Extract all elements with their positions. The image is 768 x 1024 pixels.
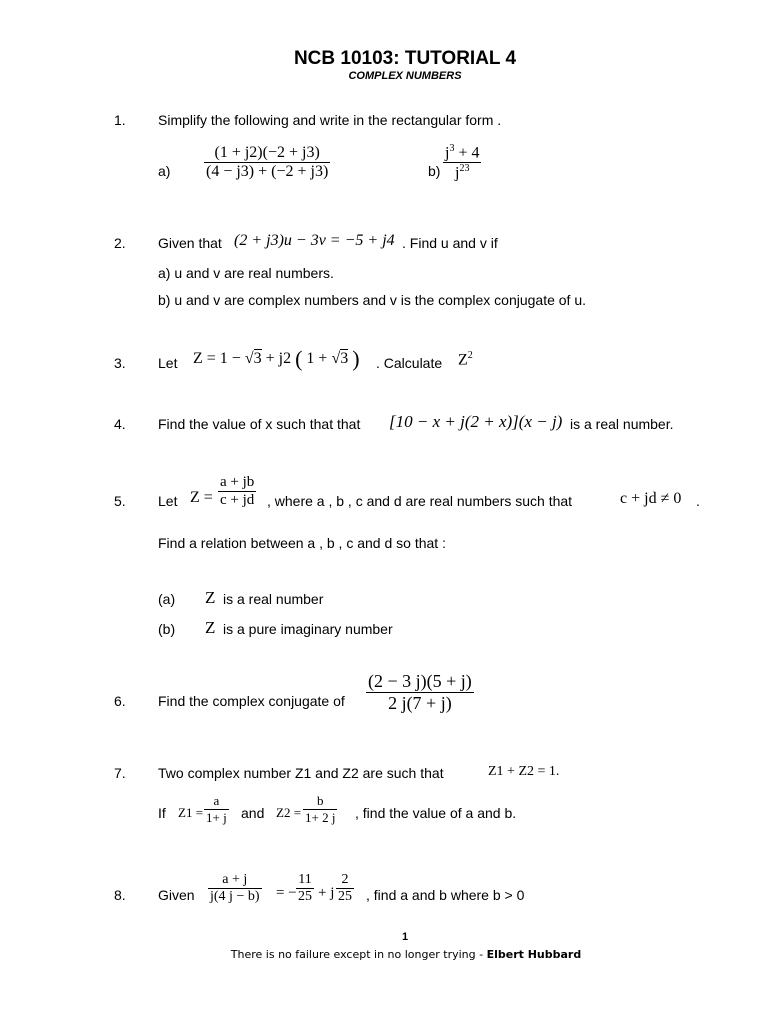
q4-prefix: Find the value of x such that that [158,416,361,432]
q7-z2-lhs: Z2 = [276,805,302,820]
q5-prefix: Let [158,493,178,509]
q3-target: $Z^2$ [458,350,473,369]
q8-prefix: Given [158,887,195,903]
q8-number: 8. [114,887,126,903]
q1-a-label: a) [158,163,171,179]
q5-lhs: Z = [190,489,213,506]
q2-part-b: b) u and v are complex numbers and v is the complex conjugate of u. [158,292,587,308]
q8-r2-numerator: 2 [341,872,349,887]
quote-author: Elbert Hubbard [486,948,582,961]
q6-fraction [366,671,474,714]
q6-denominator: 2 j(7 + j) [388,693,452,713]
q8-numerator: a + j [222,872,248,887]
q8-r2-denominator: 25 [338,889,352,904]
q3-equation: Z = 1 − √3 + j2 ( 1 + √3 ) [193,346,360,371]
q5-fraction [218,474,256,509]
q5-b-symbol: Z [205,618,216,637]
q7-z1-numerator: a [213,793,220,808]
q5-numerator: a + jb [220,474,255,490]
q8-suffix: , find a and b where b > 0 [366,887,525,903]
q6-text: Find the complex conjugate of [158,693,345,709]
q8-plus-j: + j [318,885,335,901]
q7-number: 7. [114,765,126,781]
q7-text: Two complex number Z1 and Z2 are such that [158,765,444,781]
q5-denominator: c + jd [220,492,255,508]
q5-b-text: is a pure imaginary number [223,621,393,637]
q5-middle: , where a , b , c and d are real numbers such that [267,493,573,509]
q5-condition: c + jd ≠ 0 [620,490,682,507]
q1-number: 1. [114,112,126,128]
q7-z2-numerator: b [316,793,324,808]
q7-condition: Z1 + Z2 = 1. [488,764,560,779]
q6-number: 6. [114,693,126,709]
q1-b-fraction [443,143,481,183]
q1-b-denominator: $j^{23}$ [455,163,470,182]
q7-z2-denominator: 1+ 2 j [305,810,336,825]
q7-z1-denominator: 1+ j [206,810,227,825]
q5-b-label: (b) [158,621,176,637]
q2-number: 2. [114,235,126,251]
q2-part-a: a) u and v are real numbers. [158,265,334,281]
q7-z2-fraction [303,793,337,826]
q7-and: and [241,805,265,821]
q8-denominator: j(4 j − b) [210,889,260,904]
q3-number: 3. [114,355,126,371]
q7-if: If [158,805,166,821]
q8-r1-denominator: 25 [298,889,312,904]
q2-prefix: Given that [158,235,222,251]
q5-relation: Find a relation between a , b , c and d so that : [158,535,446,551]
q4-number: 4. [114,416,126,432]
q4-equation: [10 − x + j(2 + x)](x − j) [389,412,563,431]
q8-r2-fraction [336,872,354,905]
q8-r1-fraction [296,872,314,905]
q6-numerator: (2 − 3 j)(5 + j) [368,671,472,691]
q1-b-numerator: $j^3 + 4$ [445,143,480,162]
page-title: NCB 10103: TUTORIAL 4 [293,48,517,69]
q2-suffix: . Find u and v if [402,235,498,251]
q5-end: . [696,493,700,509]
q3-prefix: Let [158,355,178,371]
q8-r1-numerator: 11 [298,872,312,887]
q1-a-denominator: (4 − j3) + (−2 + j3) [206,163,329,180]
page-subtitle: COMPLEX NUMBERS [348,70,462,82]
page-number: 1 [401,931,409,943]
footer-quote [0,948,768,961]
q5-a-symbol: Z [205,588,216,607]
q1-a-fraction [204,144,330,181]
q7-suffix: , find the value of a and b. [355,805,517,821]
q7-z1-fraction [204,793,229,826]
q1-a-numerator: (1 + j2)(−2 + j3) [214,144,320,161]
q7-z1-lhs: Z1 = [178,805,204,820]
quote-text: There is no failure except in no longer trying - [230,948,484,961]
q5-number: 5. [114,493,126,509]
q5-a-text: is a real number [223,591,324,607]
q4-suffix: is a real number. [570,416,674,432]
q1-b-label: b) [428,163,441,179]
q5-a-label: (a) [158,591,176,607]
q2-equation: (2 + j3)u − 3v = −5 + j4 [234,232,395,249]
q1-text: Simplify the following and write in the rectangular form . [158,112,502,128]
q8-fraction [208,872,262,905]
q3-suffix: . Calculate [376,355,443,371]
q8-equals: = − [276,885,297,901]
